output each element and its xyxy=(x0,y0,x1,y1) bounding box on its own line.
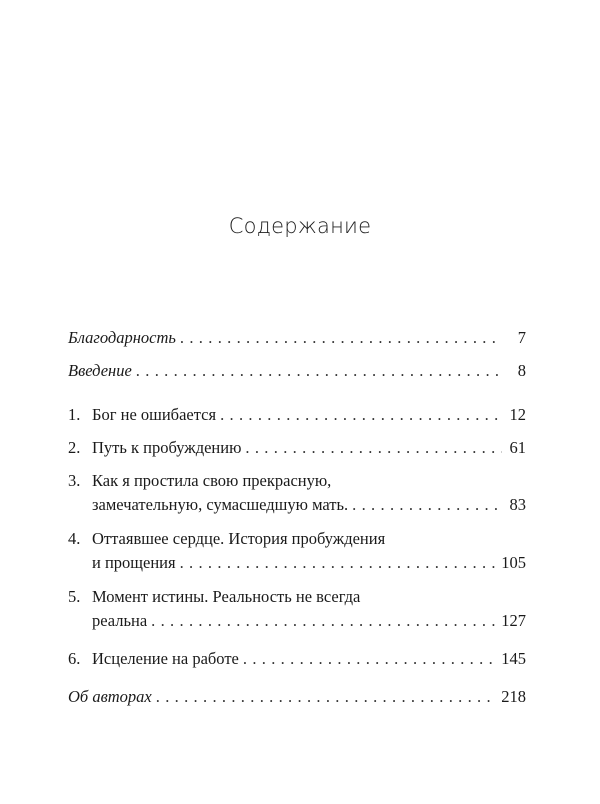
toc-entry-title: реальна xyxy=(92,611,148,630)
toc-leader-dots xyxy=(220,404,502,426)
toc-leader-dots xyxy=(180,552,496,574)
toc-page-number: 105 xyxy=(501,553,526,572)
toc-page-number: 61 xyxy=(509,438,526,457)
toc-entry-introduction[interactable] xyxy=(68,360,526,382)
toc-chapter-number: 3. xyxy=(68,471,81,490)
toc-entry-title-line1: Момент истины. Реальность не всегда xyxy=(92,587,361,606)
toc-leader-dots xyxy=(243,648,495,670)
toc-leader-dots xyxy=(136,360,502,382)
toc-entry-chapter-5-first-line[interactable] xyxy=(68,586,360,608)
toc-chapter-number: 6. xyxy=(68,649,81,668)
toc-entry-chapter-5[interactable] xyxy=(68,610,526,632)
toc-chapter-number: 1. xyxy=(68,405,81,424)
toc-page-number: 218 xyxy=(501,687,526,706)
toc-entry-chapter-3-first-line[interactable] xyxy=(68,470,331,492)
toc-leader-dots xyxy=(156,686,496,708)
toc-chapter-number: 5. xyxy=(68,587,81,606)
page-title: Содержание xyxy=(228,214,372,238)
toc-leader-dots xyxy=(245,437,502,459)
toc-entry-title: Об авторах xyxy=(68,687,152,706)
toc-entry-title: замечательную, сумасшедшую мать. xyxy=(92,495,349,514)
toc-entry-chapter-2[interactable] xyxy=(68,437,526,459)
toc-leader-dots xyxy=(151,610,495,632)
toc-leader-dots xyxy=(180,327,502,349)
toc-entry-acknowledgements[interactable] xyxy=(68,327,526,349)
toc-page-number: 127 xyxy=(501,611,526,630)
toc-entry-title: и прощения xyxy=(92,553,176,572)
toc-page-number: 12 xyxy=(509,405,526,424)
toc-entry-about-authors[interactable] xyxy=(68,686,526,708)
toc-entry-title-line1: Оттаявшее сердце. История пробуждения xyxy=(92,529,386,548)
toc-page-number: 83 xyxy=(509,495,526,514)
toc-entry-chapter-4-first-line[interactable] xyxy=(68,528,385,550)
toc-page-number: 8 xyxy=(517,361,526,380)
toc-entry-chapter-6[interactable] xyxy=(68,648,526,670)
toc-entry-title: Исцеление на работе xyxy=(92,649,239,668)
toc-leader-dots xyxy=(352,494,502,516)
toc-page-number: 7 xyxy=(517,328,526,347)
toc-entry-chapter-4[interactable] xyxy=(68,552,526,574)
toc-chapter-number: 2. xyxy=(68,438,81,457)
toc-entry-chapter-3[interactable] xyxy=(68,494,526,516)
toc-entry-chapter-1[interactable] xyxy=(68,404,526,426)
toc-entry-title: Благодарность xyxy=(68,328,176,347)
toc-chapter-number: 4. xyxy=(68,529,81,548)
toc-entry-title: Путь к пробуждению xyxy=(92,438,242,457)
toc-entry-title: Введение xyxy=(68,361,132,380)
toc-entry-title: Бог не ошибается xyxy=(92,405,217,424)
toc-entry-title-line1: Как я простила свою прекрасную, xyxy=(92,471,332,490)
toc-page-number: 145 xyxy=(501,649,526,668)
